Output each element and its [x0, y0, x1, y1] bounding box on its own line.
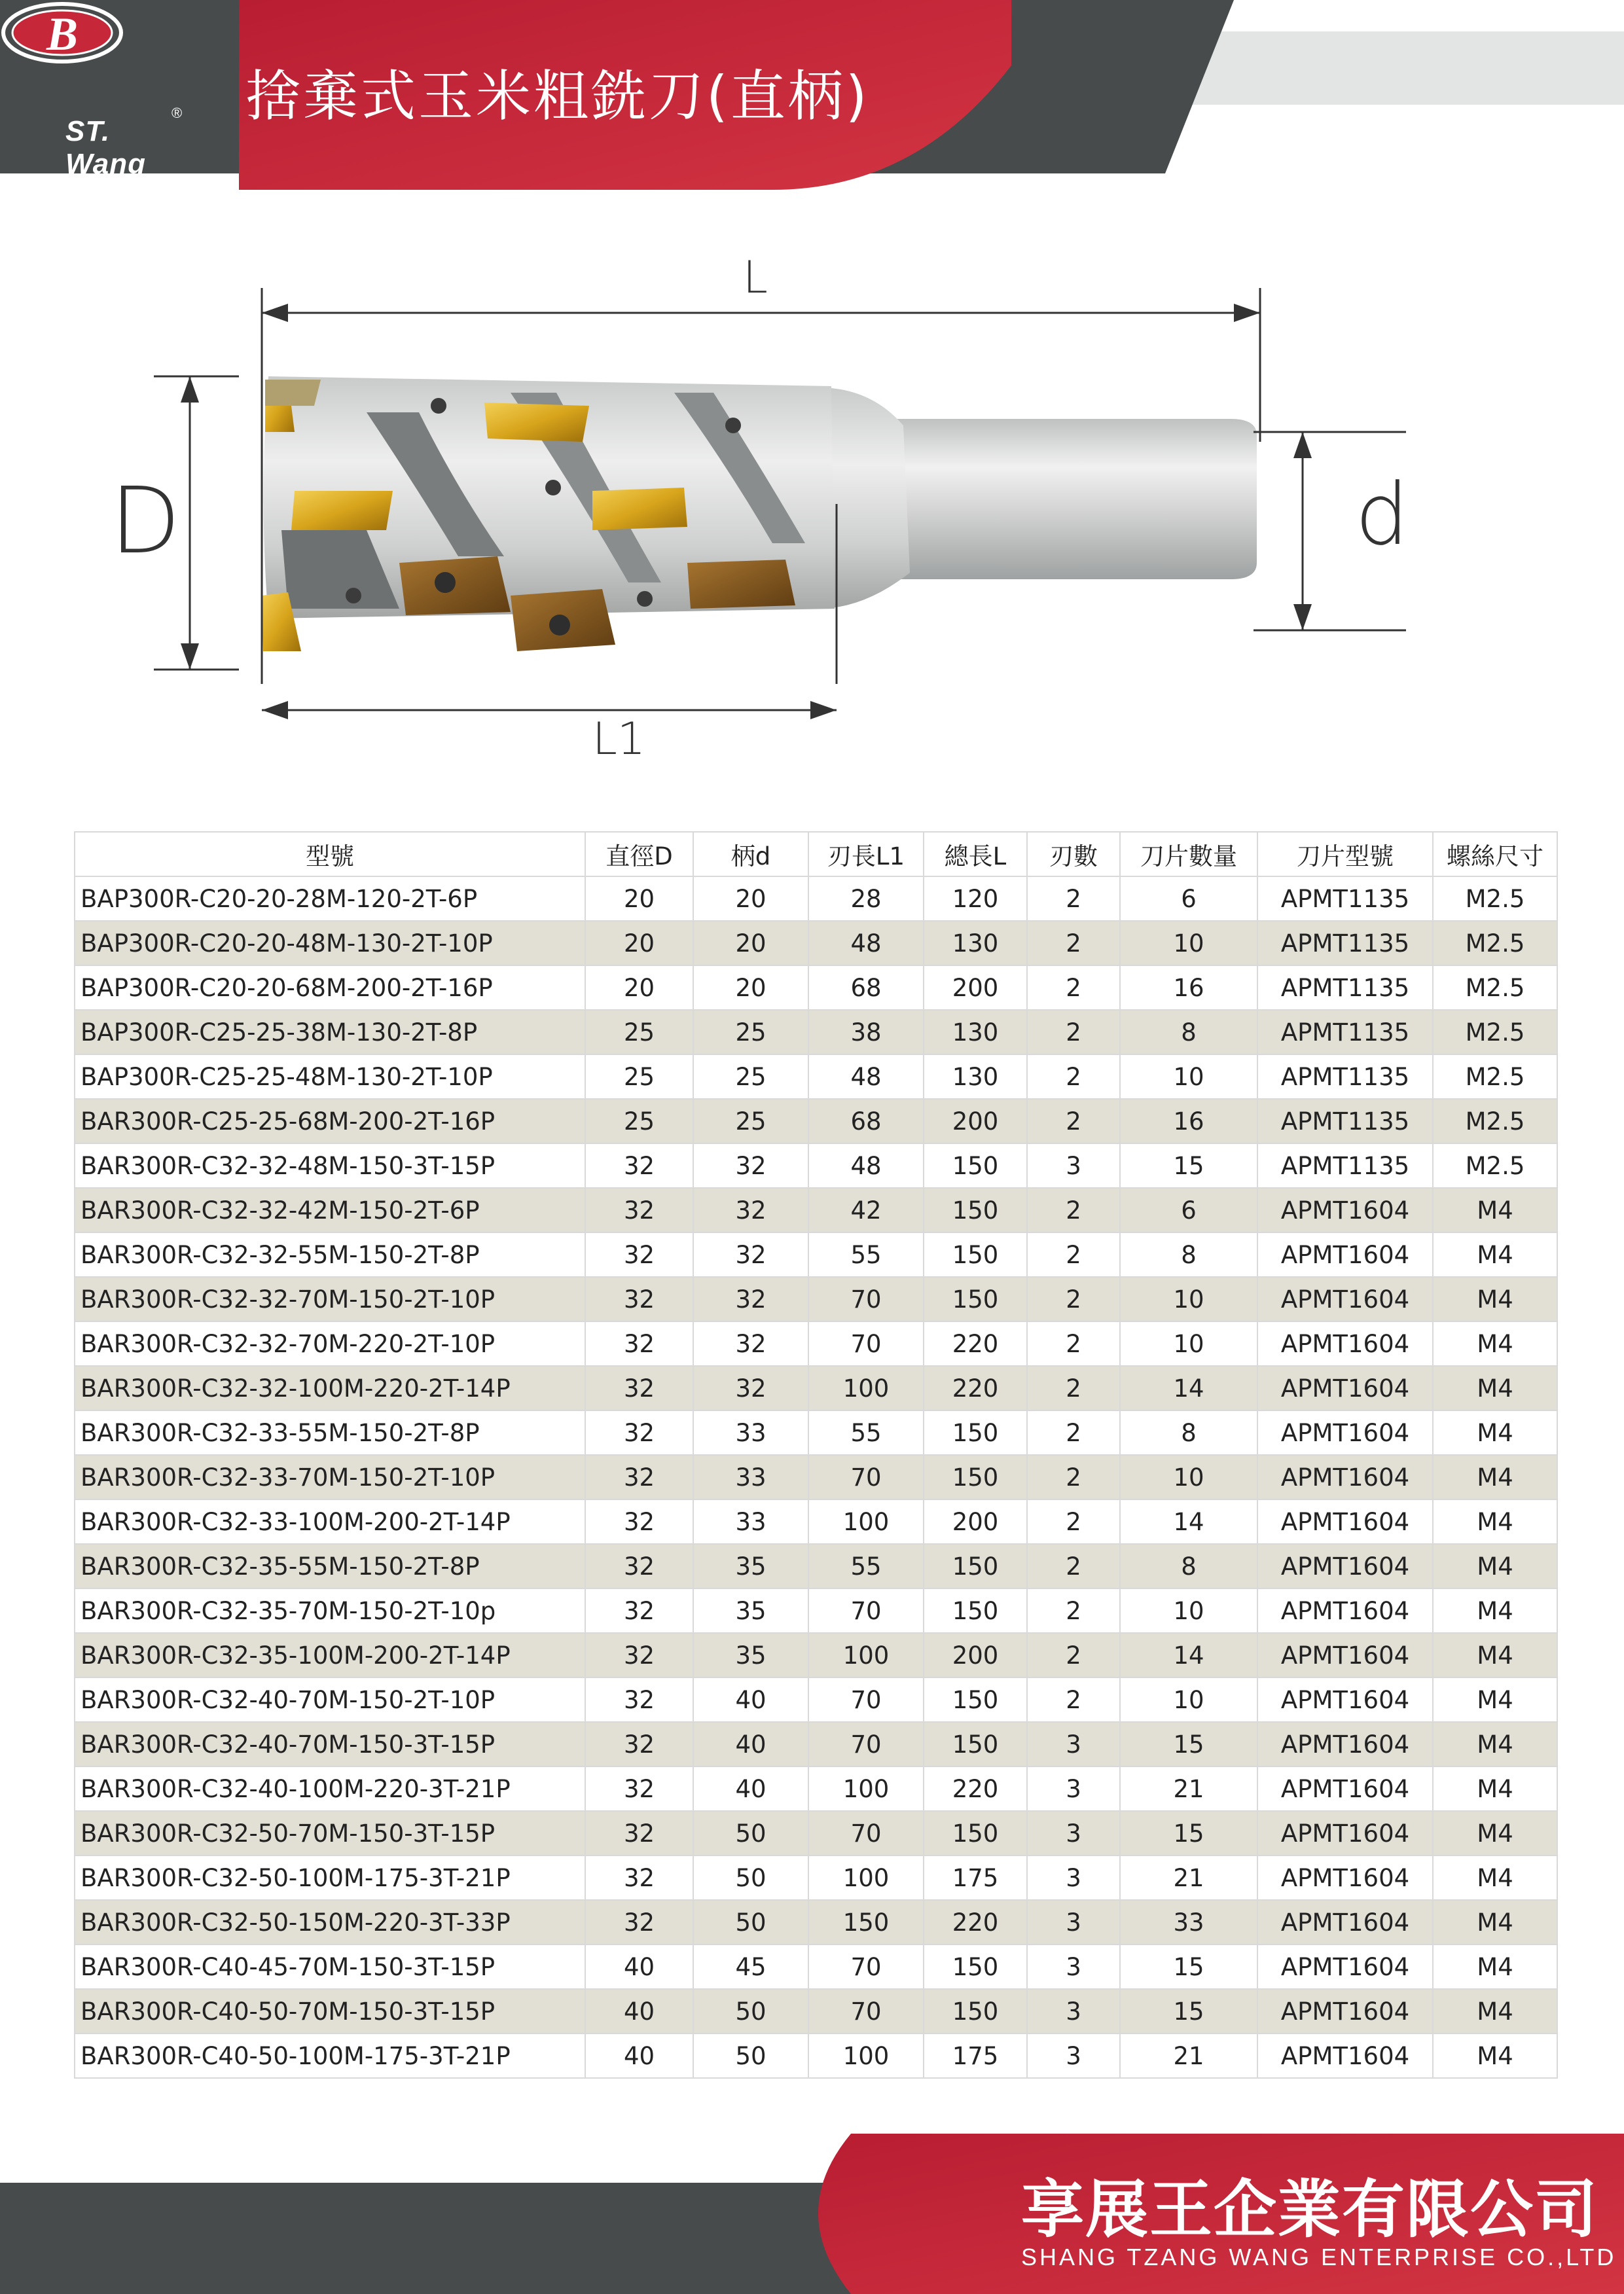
table-cell: 14 [1120, 1499, 1257, 1544]
table-cell: 70 [808, 1989, 924, 2034]
table-cell: 32 [585, 1232, 693, 1277]
table-header-row [75, 832, 1557, 876]
table-cell: 70 [808, 1945, 924, 1989]
table-cell: APMT1604 [1257, 1989, 1433, 2034]
table-cell: BAR300R-C32-40-70M-150-2T-10P [75, 1677, 585, 1722]
table-cell: M4 [1433, 1677, 1557, 1722]
table-cell: 220 [924, 1366, 1027, 1410]
table-cell: 200 [924, 1633, 1027, 1677]
table-cell: 3 [1027, 1143, 1120, 1188]
table-cell: 25 [585, 1054, 693, 1099]
table-cell: M4 [1433, 1188, 1557, 1232]
table-cell: 32 [585, 1410, 693, 1455]
table-cell: BAR300R-C32-40-100M-220-3T-21P [75, 1766, 585, 1811]
table-cell: M4 [1433, 1633, 1557, 1677]
table-cell: 25 [585, 1010, 693, 1054]
table-cell: M2.5 [1433, 876, 1557, 921]
table-cell: M2.5 [1433, 1099, 1557, 1143]
table-cell: 35 [693, 1633, 808, 1677]
table-cell: 3 [1027, 1855, 1120, 1900]
page-title: 捨棄式玉米粗銑刀(直柄) [245, 64, 870, 128]
table-cell: 32 [585, 1588, 693, 1633]
table-cell: 10 [1120, 1588, 1257, 1633]
table-cell: BAP300R-C25-25-38M-130-2T-8P [75, 1010, 585, 1054]
table-cell: 32 [585, 1321, 693, 1366]
table-cell: 14 [1120, 1366, 1257, 1410]
table-cell: BAP300R-C20-20-68M-200-2T-16P [75, 965, 585, 1010]
table-cell: BAR300R-C32-35-70M-150-2T-10p [75, 1588, 585, 1633]
table-cell: APMT1604 [1257, 1410, 1433, 1455]
table-cell: APMT1135 [1257, 1054, 1433, 1099]
table-cell: M2.5 [1433, 965, 1557, 1010]
table-cell: 14 [1120, 1633, 1257, 1677]
table-cell: 175 [924, 2034, 1027, 2078]
table-cell: APMT1604 [1257, 1188, 1433, 1232]
table-cell: 32 [585, 1811, 693, 1855]
table-cell: 16 [1120, 965, 1257, 1010]
table-cell: 2 [1027, 1277, 1120, 1321]
table-cell: 150 [924, 1143, 1027, 1188]
table-cell: 3 [1027, 1766, 1120, 1811]
table-cell: 70 [808, 1321, 924, 1366]
table-cell: APMT1135 [1257, 1099, 1433, 1143]
table-row [75, 1499, 1557, 1544]
table-cell: 55 [808, 1232, 924, 1277]
table-cell: 15 [1120, 1811, 1257, 1855]
table-cell: M4 [1433, 1499, 1557, 1544]
table-cell: 8 [1120, 1232, 1257, 1277]
table-cell: 10 [1120, 921, 1257, 965]
column-header: 柄d [693, 832, 808, 876]
table-cell: BAR300R-C32-32-70M-220-2T-10P [75, 1321, 585, 1366]
table-cell: 70 [808, 1722, 924, 1766]
table-cell: 2 [1027, 1054, 1120, 1099]
table-cell: 21 [1120, 2034, 1257, 2078]
table-cell: 20 [585, 921, 693, 965]
table-cell: 2 [1027, 1499, 1120, 1544]
table-row [75, 1232, 1557, 1277]
table-cell: 2 [1027, 1099, 1120, 1143]
table-cell: APMT1604 [1257, 1321, 1433, 1366]
table-cell: 150 [924, 1722, 1027, 1766]
table-row [75, 1455, 1557, 1499]
table-cell: 21 [1120, 1766, 1257, 1811]
table-cell: 32 [693, 1188, 808, 1232]
specification-table [74, 831, 1558, 2079]
table-cell: 15 [1120, 1945, 1257, 1989]
table-cell: 70 [808, 1588, 924, 1633]
table-row [75, 1544, 1557, 1588]
table-cell: 150 [808, 1900, 924, 1945]
table-row [75, 1099, 1557, 1143]
table-cell: 220 [924, 1900, 1027, 1945]
table-cell: 2 [1027, 1455, 1120, 1499]
table-cell: 68 [808, 965, 924, 1010]
company-name-english: SHANG TZANG WANG ENTERPRISE CO.,LTD [1021, 2244, 1617, 2270]
table-cell: 8 [1120, 1544, 1257, 1588]
table-cell: 2 [1027, 965, 1120, 1010]
table-cell: 150 [924, 1232, 1027, 1277]
table-cell: 35 [693, 1544, 808, 1588]
table-cell: 25 [585, 1099, 693, 1143]
table-cell: 150 [924, 1989, 1027, 2034]
table-cell: 55 [808, 1410, 924, 1455]
table-cell: 20 [585, 876, 693, 921]
table-cell: 130 [924, 1054, 1027, 1099]
table-cell: APMT1135 [1257, 921, 1433, 965]
table-cell: 8 [1120, 1010, 1257, 1054]
table-cell: APMT1604 [1257, 1677, 1433, 1722]
table-cell: APMT1135 [1257, 965, 1433, 1010]
table-cell: 200 [924, 965, 1027, 1010]
table-row [75, 1010, 1557, 1054]
table-cell: 32 [585, 1722, 693, 1766]
table-cell: APMT1604 [1257, 1277, 1433, 1321]
table-cell: 2 [1027, 1188, 1120, 1232]
registered-mark: ® [171, 105, 183, 121]
table-row [75, 1722, 1557, 1766]
table-cell: 20 [693, 876, 808, 921]
table-cell: BAR300R-C32-35-55M-150-2T-8P [75, 1544, 585, 1588]
table-cell: 10 [1120, 1054, 1257, 1099]
table-cell: BAR300R-C32-32-100M-220-2T-14P [75, 1366, 585, 1410]
table-cell: 10 [1120, 1455, 1257, 1499]
table-row [75, 1188, 1557, 1232]
column-header: 螺絲尺寸 [1433, 832, 1557, 876]
table-row [75, 1321, 1557, 1366]
table-cell: 32 [585, 1499, 693, 1544]
table-cell: 150 [924, 1410, 1027, 1455]
table-cell: M4 [1433, 1544, 1557, 1588]
table-cell: 40 [693, 1766, 808, 1811]
table-cell: 2 [1027, 1366, 1120, 1410]
table-cell: 150 [924, 1277, 1027, 1321]
table-cell: 48 [808, 1054, 924, 1099]
table-row [75, 1945, 1557, 1989]
table-cell: 2 [1027, 1544, 1120, 1588]
table-cell: 32 [585, 1677, 693, 1722]
table-cell: 70 [808, 1677, 924, 1722]
table-cell: 100 [808, 1766, 924, 1811]
table-cell: BAR300R-C32-50-150M-220-3T-33P [75, 1900, 585, 1945]
table-cell: 200 [924, 1099, 1027, 1143]
table-cell: BAR300R-C32-32-48M-150-3T-15P [75, 1143, 585, 1188]
table-cell: 50 [693, 1855, 808, 1900]
table-cell: 3 [1027, 1989, 1120, 2034]
table-cell: APMT1604 [1257, 1499, 1433, 1544]
brand-logo-icon [0, 0, 124, 65]
table-cell: BAR300R-C32-50-70M-150-3T-15P [75, 1811, 585, 1855]
table-cell: M4 [1433, 1321, 1557, 1366]
table-cell: BAR300R-C32-33-70M-150-2T-10P [75, 1455, 585, 1499]
table-cell: 48 [808, 1143, 924, 1188]
table-cell: M4 [1433, 1722, 1557, 1766]
table-cell: BAR300R-C32-40-70M-150-3T-15P [75, 1722, 585, 1766]
table-cell: BAR300R-C32-32-55M-150-2T-8P [75, 1232, 585, 1277]
table-row [75, 2034, 1557, 2078]
table-cell: 55 [808, 1544, 924, 1588]
table-cell: 100 [808, 1366, 924, 1410]
table-cell: M4 [1433, 1900, 1557, 1945]
table-body [75, 876, 1557, 2078]
table-cell: 100 [808, 2034, 924, 2078]
table-cell: 40 [585, 1989, 693, 2034]
table-cell: 220 [924, 1766, 1027, 1811]
table-cell: 70 [808, 1277, 924, 1321]
table-cell: 33 [1120, 1900, 1257, 1945]
table-cell: 25 [693, 1010, 808, 1054]
table-cell: 70 [808, 1811, 924, 1855]
table-cell: BAR300R-C40-50-70M-150-3T-15P [75, 1989, 585, 2034]
table-cell: APMT1135 [1257, 876, 1433, 921]
table-cell: 220 [924, 1321, 1027, 1366]
table-cell: 150 [924, 1945, 1027, 1989]
table-cell: M4 [1433, 1410, 1557, 1455]
table-cell: APMT1604 [1257, 1366, 1433, 1410]
table-cell: 200 [924, 1499, 1027, 1544]
table-row [75, 1766, 1557, 1811]
dimension-label-d: d [1355, 465, 1409, 564]
dimension-label-D: D [110, 468, 181, 575]
tool-diagram [0, 216, 1624, 805]
company-name-chinese: 享展王企業有限公司 [1021, 2173, 1598, 2246]
table-cell: BAR300R-C32-33-100M-200-2T-14P [75, 1499, 585, 1544]
table-cell: 48 [808, 921, 924, 965]
column-header: 型號 [75, 832, 585, 876]
table-cell: M4 [1433, 1588, 1557, 1633]
table-cell: 15 [1120, 1722, 1257, 1766]
table-cell: 8 [1120, 1410, 1257, 1455]
table-cell: BAP300R-C20-20-28M-120-2T-6P [75, 876, 585, 921]
table-cell: 150 [924, 1588, 1027, 1633]
table-cell: APMT1604 [1257, 1855, 1433, 1900]
table-row [75, 1588, 1557, 1633]
table-cell: M4 [1433, 1811, 1557, 1855]
table-cell: 28 [808, 876, 924, 921]
table-cell: 3 [1027, 2034, 1120, 2078]
brand-name: ST. Wang [65, 115, 146, 180]
column-header: 直徑D [585, 832, 693, 876]
table-cell: 130 [924, 1010, 1027, 1054]
table-cell: 32 [585, 1277, 693, 1321]
table-cell: 45 [693, 1945, 808, 1989]
table-cell: 32 [585, 1633, 693, 1677]
table-cell: M2.5 [1433, 1143, 1557, 1188]
column-header: 總長L [924, 832, 1027, 876]
table-cell: 2 [1027, 1633, 1120, 1677]
table-cell: BAR300R-C32-32-42M-150-2T-6P [75, 1188, 585, 1232]
table-cell: M2.5 [1433, 1010, 1557, 1054]
table-cell: 6 [1120, 876, 1257, 921]
table-cell: 33 [693, 1410, 808, 1455]
table-cell: M4 [1433, 1855, 1557, 1900]
table-row [75, 1900, 1557, 1945]
table-cell: 10 [1120, 1321, 1257, 1366]
brand-letter: B [46, 8, 79, 60]
table-cell: APMT1604 [1257, 1455, 1433, 1499]
table-row [75, 1989, 1557, 2034]
table-cell: M4 [1433, 1989, 1557, 2034]
table-cell: 100 [808, 1633, 924, 1677]
table-cell: APMT1604 [1257, 1722, 1433, 1766]
column-header: 刃數 [1027, 832, 1120, 876]
table-cell: APMT1604 [1257, 1232, 1433, 1277]
table-cell: 68 [808, 1099, 924, 1143]
table-cell: APMT1604 [1257, 1766, 1433, 1811]
table-cell: 16 [1120, 1099, 1257, 1143]
table-cell: 20 [693, 921, 808, 965]
table-cell: 32 [585, 1900, 693, 1945]
table-cell: 2 [1027, 876, 1120, 921]
table-cell: M4 [1433, 1232, 1557, 1277]
table-cell: 35 [693, 1588, 808, 1633]
table-cell: APMT1604 [1257, 1588, 1433, 1633]
table-cell: 40 [585, 1945, 693, 1989]
table-cell: M4 [1433, 1366, 1557, 1410]
table-cell: 3 [1027, 1722, 1120, 1766]
table-cell: APMT1604 [1257, 1544, 1433, 1588]
table-cell: 25 [693, 1099, 808, 1143]
table-cell: APMT1604 [1257, 1945, 1433, 1989]
table-cell: M4 [1433, 1945, 1557, 1989]
table-cell: 150 [924, 1544, 1027, 1588]
table-cell: BAR300R-C25-25-68M-200-2T-16P [75, 1099, 585, 1143]
table-cell: 2 [1027, 921, 1120, 965]
table-cell: 3 [1027, 1811, 1120, 1855]
table-cell: 10 [1120, 1677, 1257, 1722]
table-cell: 42 [808, 1188, 924, 1232]
table-cell: BAR300R-C32-35-100M-200-2T-14P [75, 1633, 585, 1677]
table-cell: BAR300R-C40-45-70M-150-3T-15P [75, 1945, 585, 1989]
table-cell: 150 [924, 1811, 1027, 1855]
table-cell: 32 [585, 1766, 693, 1811]
table-cell: 32 [585, 1544, 693, 1588]
table-row [75, 1633, 1557, 1677]
table-cell: 3 [1027, 1945, 1120, 1989]
table-row [75, 1277, 1557, 1321]
table-cell: 38 [808, 1010, 924, 1054]
table-cell: M4 [1433, 2034, 1557, 2078]
table-cell: M2.5 [1433, 921, 1557, 965]
table-row [75, 1855, 1557, 1900]
table-cell: 130 [924, 921, 1027, 965]
table-cell: 32 [693, 1366, 808, 1410]
table-cell: 2 [1027, 1677, 1120, 1722]
table-cell: APMT1135 [1257, 1010, 1433, 1054]
table-row [75, 965, 1557, 1010]
table-cell: 70 [808, 1455, 924, 1499]
table-cell: 2 [1027, 1232, 1120, 1277]
table-cell: APMT1604 [1257, 2034, 1433, 2078]
table-cell: BAR300R-C32-50-100M-175-3T-21P [75, 1855, 585, 1900]
table-cell: M4 [1433, 1277, 1557, 1321]
page-header [0, 0, 1624, 196]
table-cell: 50 [693, 1811, 808, 1855]
table-cell: 32 [693, 1232, 808, 1277]
table-cell: 32 [585, 1188, 693, 1232]
table-row [75, 1143, 1557, 1188]
table-row [75, 876, 1557, 921]
table-cell: 6 [1120, 1188, 1257, 1232]
table-cell: 100 [808, 1499, 924, 1544]
table-cell: 175 [924, 1855, 1027, 1900]
table-cell: 15 [1120, 1143, 1257, 1188]
table-cell: 2 [1027, 1321, 1120, 1366]
table-cell: 32 [693, 1143, 808, 1188]
table-cell: 100 [808, 1855, 924, 1900]
table-cell: APMT1135 [1257, 1143, 1433, 1188]
table-cell: 32 [585, 1855, 693, 1900]
table-row [75, 921, 1557, 965]
table-cell: 32 [585, 1143, 693, 1188]
column-header: 刀片數量 [1120, 832, 1257, 876]
table-cell: 21 [1120, 1855, 1257, 1900]
table-row [75, 1677, 1557, 1722]
table-cell: 150 [924, 1455, 1027, 1499]
dimension-label-L: L [743, 252, 768, 304]
table-cell: 3 [1027, 1900, 1120, 1945]
table-cell: M2.5 [1433, 1054, 1557, 1099]
table-cell: 33 [693, 1499, 808, 1544]
table-cell: 50 [693, 1900, 808, 1945]
table-cell: 32 [693, 1321, 808, 1366]
table-cell: 15 [1120, 1989, 1257, 2034]
table-cell: 2 [1027, 1410, 1120, 1455]
column-header: 刃長L1 [808, 832, 924, 876]
table-cell: APMT1604 [1257, 1633, 1433, 1677]
table-cell: BAP300R-C25-25-48M-130-2T-10P [75, 1054, 585, 1099]
table-cell: BAR300R-C32-32-70M-150-2T-10P [75, 1277, 585, 1321]
table-cell: 150 [924, 1188, 1027, 1232]
column-header: 刀片型號 [1257, 832, 1433, 876]
table-cell: 32 [585, 1366, 693, 1410]
table-cell: 50 [693, 1989, 808, 2034]
table-cell: 20 [693, 965, 808, 1010]
table-cell: APMT1604 [1257, 1900, 1433, 1945]
table-cell: 2 [1027, 1010, 1120, 1054]
table-cell: 40 [585, 2034, 693, 2078]
table-cell: APMT1604 [1257, 1811, 1433, 1855]
shank [884, 419, 1257, 579]
table-cell: 25 [693, 1054, 808, 1099]
table-cell: M4 [1433, 1455, 1557, 1499]
table-row [75, 1811, 1557, 1855]
table-cell: M4 [1433, 1766, 1557, 1811]
table-cell: BAR300R-C32-33-55M-150-2T-8P [75, 1410, 585, 1455]
table-row [75, 1054, 1557, 1099]
table-cell: 10 [1120, 1277, 1257, 1321]
table-cell: 40 [693, 1722, 808, 1766]
table-cell: 50 [693, 2034, 808, 2078]
table-cell: 32 [693, 1277, 808, 1321]
table-row [75, 1366, 1557, 1410]
table-cell: 2 [1027, 1588, 1120, 1633]
table-cell: 33 [693, 1455, 808, 1499]
table-cell: 20 [585, 965, 693, 1010]
page-footer [0, 2134, 1624, 2294]
table-cell: 120 [924, 876, 1027, 921]
table-cell: BAR300R-C40-50-100M-175-3T-21P [75, 2034, 585, 2078]
table-cell: 32 [585, 1455, 693, 1499]
dimension-label-L1: L1 [592, 713, 646, 765]
table-row [75, 1410, 1557, 1455]
table-cell: BAP300R-C20-20-48M-130-2T-10P [75, 921, 585, 965]
table-cell: 40 [693, 1677, 808, 1722]
table-cell: 150 [924, 1677, 1027, 1722]
